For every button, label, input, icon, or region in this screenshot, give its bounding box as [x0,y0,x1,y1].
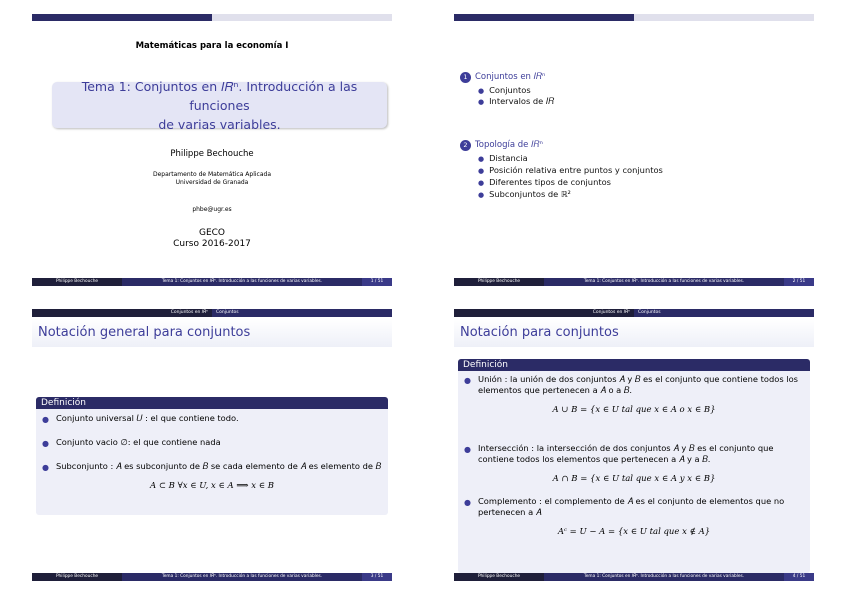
nav-subsection[interactable]: Conjuntos [212,309,392,317]
subsection-label: Conjuntos [489,85,531,95]
slide-2[interactable] [454,14,814,286]
slide-4[interactable] [454,309,814,581]
course-year: Curso 2016-2017 [173,239,251,249]
toc-section-1[interactable] [460,72,545,83]
definition-block [36,397,388,515]
bullet-icon: ● [42,463,49,472]
item-text: Intersección : la intersección de dos conjuntos 𝐴 y 𝐵 es el conjunto que contiene todos los elementos que pertenecen a 𝐴 y a 𝐵. [478,443,774,464]
footer-author: Philippe Bechouche [32,573,122,581]
bullet-icon: ● [478,98,485,106]
email: phbe@ugr.es [192,206,232,213]
bullet-icon: ● [464,498,471,507]
subset-formula: A ⊂ B ∀x ∈ U, x ∈ A ⟹ x ∈ B [150,481,274,491]
block-title: Definición [458,359,810,371]
subsection-label: Subconjuntos de ℝ² [489,189,571,199]
item-text: Complemento : el complemento de 𝐴 es el conjunto de elementos que no pertenecen a 𝐴 [478,496,785,517]
nav-bar [454,309,814,317]
section-title: Conjuntos en 𝐼𝑅ⁿ [475,72,546,82]
course-title: Matemáticas para la economía I [135,41,289,51]
program-name: GECO [198,228,226,238]
section-title: Topología de 𝐼𝑅ⁿ [475,140,543,150]
slide-3[interactable] [32,309,392,581]
nav-section[interactable]: Conjuntos en 𝐼𝑅ⁿ [454,309,634,317]
toc-subsection[interactable] [478,153,528,163]
slide-1[interactable] [32,14,392,286]
item-text: Subconjunto : 𝐴 es subconjunto de 𝐵 se cada elemento de 𝐴 es elemento de 𝐵 [56,461,382,471]
author-name: Philippe Bechouche [170,149,254,159]
bullet-icon: ● [478,87,485,95]
footer [32,278,392,286]
subsection-label: Intervalos de 𝐼𝑅 [489,96,555,106]
list-item-union [458,374,810,396]
complement-formula: Aᶜ = U − A = {x ∈ U tal que x ∉ A} [557,527,711,537]
tema-title-line1: Tema 1: Conjuntos en 𝐼𝑅ⁿ. Introducción a las funciones [81,78,358,113]
top-bar [454,14,814,21]
page-number: 4 / 51 [784,573,814,581]
footer [454,278,814,286]
bullet-icon: ● [464,376,471,385]
subsection-label: Posición relativa entre puntos y conjuntos [489,165,663,175]
tema-title-line2: de varias variables. [158,116,281,132]
top-bar [32,14,392,21]
toc-subsection[interactable] [478,177,611,187]
list-item-intersection [458,443,810,465]
footer [32,573,392,581]
footer [454,573,814,581]
tema-title-box [52,78,387,132]
bullet-icon: ● [478,179,485,187]
list-item [36,413,388,424]
subsection-label: Diferentes tipos de conjuntos [489,177,611,187]
department [32,171,392,187]
toc-subsection[interactable] [478,85,531,95]
footer-author: Philippe Bechouche [454,278,544,286]
toc-section-2[interactable] [460,140,543,151]
footer-title: Tema 1: Conjuntos en 𝐼𝑅ⁿ. Introducción a las funciones de varias variables. [122,573,362,581]
intersection-formula: A ∩ B = {x ∈ U tal que x ∈ A y x ∈ B} [552,474,716,484]
footer-title: Tema 1: Conjuntos en 𝐼𝑅ⁿ. Introducción a las funciones de varias variables. [544,573,784,581]
list-item [36,461,388,472]
definition-block [458,359,810,573]
university-line: Universidad de Granada [175,179,249,186]
toc-subsection[interactable] [478,165,663,175]
footer-title: Tema 1: Conjuntos en 𝐼𝑅ⁿ. Introducción a las funciones de varias variables. [544,278,784,286]
nav-bar [32,309,392,317]
section-number: 2 [460,140,471,151]
toc-subsection[interactable] [478,96,554,107]
bullet-icon: ● [478,167,485,175]
page-number: 2 / 51 [784,278,814,286]
program-info [32,228,392,250]
footer-author: Philippe Bechouche [32,278,122,286]
item-text: Conjunto vacio ∅: el que contiene nada [56,437,221,447]
footer-author: Philippe Bechouche [454,573,544,581]
toc-subsection[interactable] [478,189,571,199]
page-number: 3 / 51 [362,573,392,581]
page-number: 1 / 51 [362,278,392,286]
nav-section[interactable]: Conjuntos en 𝐼𝑅ⁿ [32,309,212,317]
list-item-complement [458,496,810,518]
bullet-icon: ● [478,155,485,163]
bullet-icon: ● [42,415,49,424]
subsection-label: Distancia [489,153,528,163]
item-text: Unión : la unión de dos conjuntos 𝐴 y 𝐵 es el conjunto que contiene todos los elementos que pertenecen a 𝐴 o a 𝐵. [478,374,798,395]
department-line: Departamento de Matemática Aplicada [153,171,271,178]
block-title: Definición [36,397,388,409]
section-number: 1 [460,72,471,83]
frame-title: Notación general para conjuntos [32,319,392,347]
list-item [36,437,388,448]
nav-subsection[interactable]: Conjuntos [634,309,814,317]
bullet-icon: ● [478,191,485,199]
item-text: Conjunto universal 𝑈 : el que contiene todo. [56,413,239,423]
union-formula: A ∪ B = {x ∈ U tal que x ∈ A o x ∈ B} [552,405,716,415]
bullet-icon: ● [42,439,49,448]
footer-title: Tema 1: Conjuntos en 𝐼𝑅ⁿ. Introducción a las funciones de varias variables. [122,278,362,286]
bullet-icon: ● [464,445,471,454]
frame-title: Notación para conjuntos [454,319,814,347]
